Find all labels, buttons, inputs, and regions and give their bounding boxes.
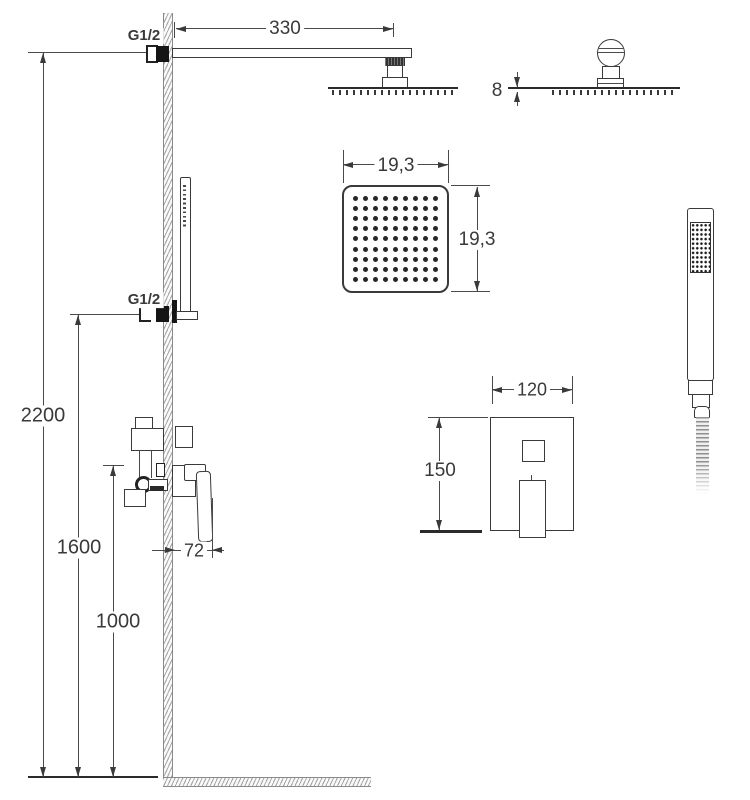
spray-dot (393, 247, 398, 252)
spray-dot (353, 206, 358, 211)
spray-dot (353, 216, 358, 221)
spray-dot (393, 226, 398, 231)
ball-joint-line-2 (598, 52, 625, 53)
spray-dot (363, 226, 368, 231)
dim-label-193-height: 19,3 (456, 230, 499, 250)
spray-dot (433, 196, 438, 201)
spray-dot (393, 216, 398, 221)
spray-dot (353, 257, 358, 262)
arm-wall-connector (156, 46, 169, 62)
spray-dot (353, 277, 358, 282)
spray-dot (373, 216, 378, 221)
arrow-1600-bottom (75, 767, 81, 777)
spray-dot (423, 226, 428, 231)
spray-dot (363, 257, 368, 262)
spray-dot (363, 206, 368, 211)
spray-dot (353, 236, 358, 241)
arrow-193h-bottom (474, 281, 480, 291)
diverter-button (522, 440, 545, 462)
spray-dot (403, 226, 408, 231)
dim-label-8: 8 (489, 81, 506, 101)
spray-dot (383, 236, 388, 241)
spray-dot (383, 247, 388, 252)
spray-dot (393, 206, 398, 211)
arrow-330-left (176, 26, 186, 32)
arrow-150-top (436, 418, 442, 428)
spray-dot (363, 247, 368, 252)
spray-dot (433, 247, 438, 252)
spray-dot (403, 236, 408, 241)
spray-dot (383, 267, 388, 272)
face-ext-right (448, 150, 449, 183)
spray-dot (433, 267, 438, 272)
face-ext-top-right (451, 185, 490, 186)
handshower-wall-connector (156, 306, 169, 322)
arm-dim-ext-left (174, 22, 175, 38)
spray-dot (413, 267, 418, 272)
arrow-72-left (165, 547, 175, 553)
floor-baseline (28, 776, 158, 778)
spray-dot (423, 236, 428, 241)
floor-section (163, 777, 371, 787)
spray-dot-grid (351, 193, 440, 285)
shower-arm (172, 48, 412, 58)
spray-dot (373, 267, 378, 272)
spray-dot (423, 247, 428, 252)
head-nozzles-thickness-view (552, 90, 678, 95)
ball-joint (597, 39, 625, 67)
spray-dot (403, 267, 408, 272)
spray-dot (383, 206, 388, 211)
handshower-spray-face (690, 222, 711, 273)
head-nozzles-side (332, 90, 456, 95)
spray-dot (403, 216, 408, 221)
head-plate-thickness-view (508, 87, 680, 89)
mixer-inlet-bottom (124, 489, 146, 507)
spray-dot (353, 247, 358, 252)
arrow-120-left (492, 387, 502, 393)
spray-dot (403, 196, 408, 201)
thread-label-top: G1/2 (125, 28, 164, 44)
handshower-wand-spray-dots (183, 185, 186, 229)
spray-dot (373, 236, 378, 241)
spray-dot (383, 277, 388, 282)
spray-dot (433, 277, 438, 282)
ball-joint-line-1 (598, 48, 625, 49)
spray-dot (373, 196, 378, 201)
spray-dot (403, 277, 408, 282)
spray-dot (403, 257, 408, 262)
spray-dot (423, 206, 428, 211)
spray-dot (413, 236, 418, 241)
spray-dot (363, 216, 368, 221)
spray-dot (353, 196, 358, 201)
dim-label-1600: 1600 (54, 538, 105, 559)
spray-dot (363, 267, 368, 272)
mixer-outlet-dark (150, 486, 164, 491)
spray-dot (363, 196, 368, 201)
spray-dot (413, 206, 418, 211)
spray-dot (373, 257, 378, 262)
plate-ext-bottom (420, 530, 482, 533)
spray-dot (403, 247, 408, 252)
spray-dot (413, 196, 418, 201)
spray-dot (433, 236, 438, 241)
spray-dot (413, 277, 418, 282)
spray-dot (423, 216, 428, 221)
arrow-2200-bottom (40, 767, 46, 777)
dim-label-72: 72 (181, 542, 207, 561)
arrow-193w-left (343, 162, 353, 168)
arrow-2200-top (40, 53, 46, 63)
spray-dot (413, 226, 418, 231)
spray-dot (433, 257, 438, 262)
arrow-193w-right (438, 162, 448, 168)
spray-dot (373, 277, 378, 282)
spray-dot (393, 257, 398, 262)
spray-dot (423, 267, 428, 272)
spray-dot (433, 206, 438, 211)
handshower-cone-upper (688, 380, 713, 395)
spray-dot (383, 216, 388, 221)
arrow-120-right (562, 387, 572, 393)
arm-dim-ext-right (393, 23, 394, 37)
spray-dot (393, 267, 398, 272)
mixer-pipe-1 (139, 451, 140, 478)
arrow-8-bottom (514, 92, 520, 102)
spray-dot (403, 206, 408, 211)
spray-dot (383, 257, 388, 262)
spray-dot (393, 236, 398, 241)
spray-dot (383, 226, 388, 231)
head-base-detail-line (598, 83, 623, 84)
spray-dot (373, 206, 378, 211)
mixer-lever-front (519, 480, 546, 538)
spray-dot (373, 226, 378, 231)
dim-label-150: 150 (421, 461, 459, 481)
plate-ext-right-tick (572, 376, 573, 404)
spray-dot (383, 196, 388, 201)
arrow-193h-top (474, 187, 480, 197)
diverter-knob-side (175, 426, 193, 448)
spray-dot (423, 196, 428, 201)
dim-label-2200: 2200 (18, 406, 69, 427)
spray-dot (363, 277, 368, 282)
spray-dot (413, 257, 418, 262)
spray-dot (423, 257, 428, 262)
thread-label-handshower: G1/2 (125, 292, 164, 308)
dim-label-330: 330 (266, 19, 304, 39)
spray-dot (413, 216, 418, 221)
spray-dot (433, 226, 438, 231)
dim-label-193-width: 19,3 (375, 156, 418, 176)
spray-dot (393, 277, 398, 282)
spray-dot (353, 226, 358, 231)
ceiling-extension-line (28, 52, 148, 53)
head-plate-side (328, 87, 458, 89)
spray-dot (353, 267, 358, 272)
arrow-1600-top (75, 315, 81, 325)
face-ext-bottom-right (451, 291, 490, 292)
spray-dot (373, 247, 378, 252)
holder-bracket (176, 311, 198, 320)
dim-label-120: 120 (514, 381, 550, 400)
spray-dot (433, 216, 438, 221)
shower-hose (696, 417, 709, 498)
spray-dot (393, 196, 398, 201)
arrow-330-right (383, 26, 393, 32)
spray-dot (363, 236, 368, 241)
dim-label-1000: 1000 (93, 612, 144, 633)
mixer-body-concealed (131, 428, 164, 451)
arrow-150-bottom (436, 520, 442, 530)
arrow-1000-top (110, 466, 116, 476)
lever-blade-side (196, 471, 213, 542)
spray-dot (413, 247, 418, 252)
spray-dot (423, 277, 428, 282)
arrow-8-top (514, 77, 520, 87)
mixer-pipe-2 (151, 451, 152, 478)
mixer-cartridge-mount (156, 463, 165, 477)
arrow-72-right (212, 547, 222, 553)
wall-section (163, 13, 173, 787)
arrow-1000-bottom (110, 767, 116, 777)
